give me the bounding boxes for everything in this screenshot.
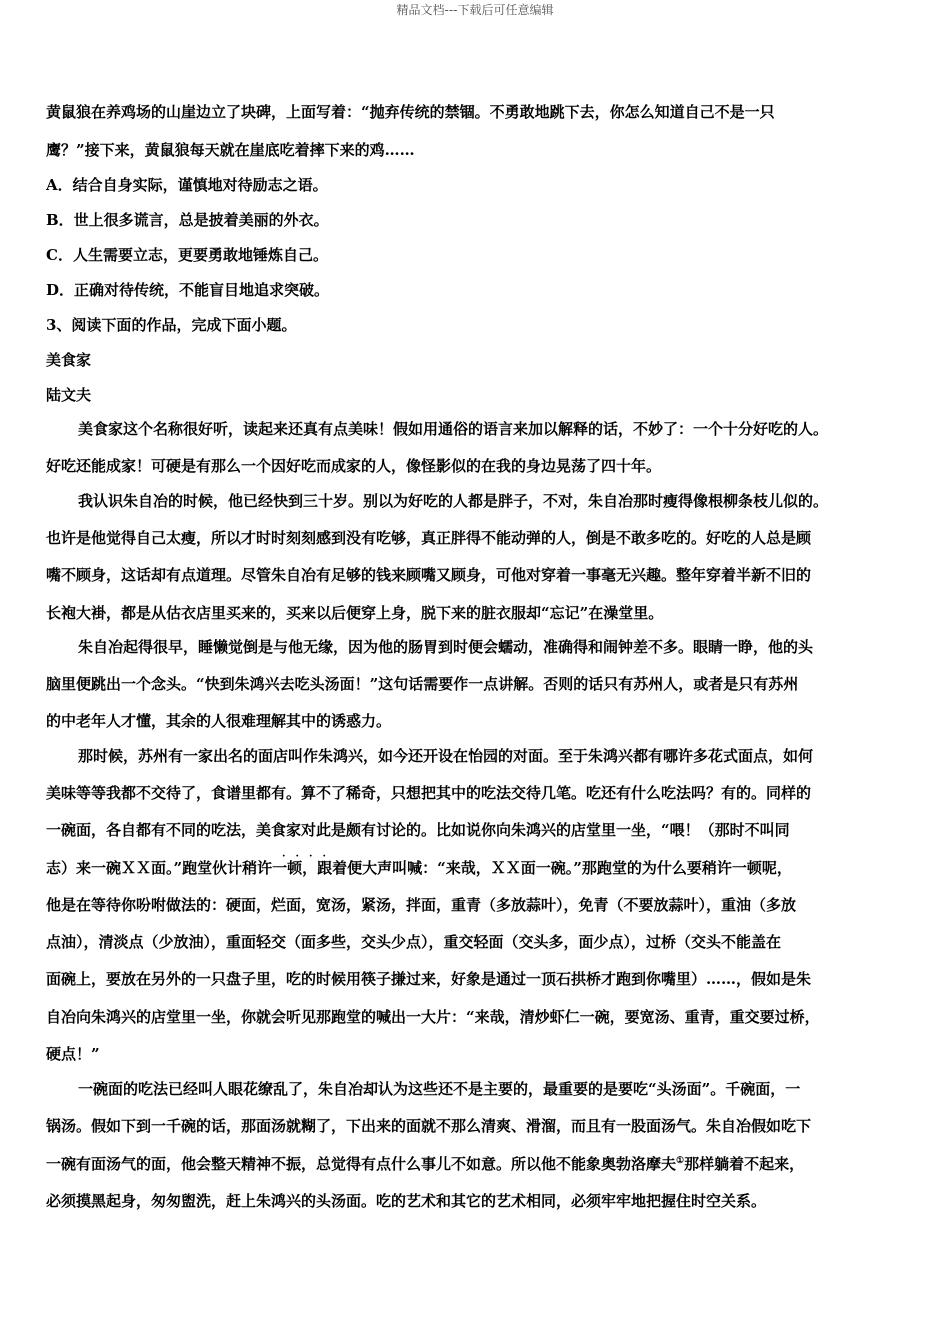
article-line-20: 锅汤。假如下到一千碗的话，那面汤就糊了，下出来的面就不那么清爽、滑溜，而且有一股面汤气。朱自冶假如吃下	[46, 1117, 812, 1135]
article-line-12: 一碗面，各自都有不同的吃法，美食家对此是颇有讨论的。比如说你向朱鸿兴的店堂里一坐，“喂！（那时不叫同	[46, 821, 790, 839]
article-line-4: 也许是他觉得自己太瘦，所以才时时刻刻感到没有吃够，真正胖得不能动弹的人，倒是不敢多吃的。好吃的人总是顾	[46, 529, 812, 547]
article-line-21	[46, 1154, 804, 1174]
article-line-6: 长袍大褂，都是从估衣店里买来的，买来以后便穿上身，脱下来的脏衣服却“忘记”在澡堂里。	[46, 604, 664, 622]
article-line-2: 好吃还能成家！可硬是有那么一个因好吃而成家的人，像怪影似的在我的身边晃荡了四十年。	[46, 457, 662, 475]
article-line-8: 脑里便跳出一个念头。“快到朱鸿兴去吃头汤面！”这句话需要作一点讲解。否则的话只有苏州人，或者是只有苏州	[46, 675, 799, 693]
option-b: B．世上很多谎言，总是披着美丽的外衣。	[46, 211, 329, 229]
footnote-mark: ①	[676, 1156, 685, 1166]
article-line-5: 嘴不顾身，这话却有点道理。尽管朱自冶有足够的钱来顾嘴又顾身，可他对穿着一事毫无兴趣。整年穿着半新不旧的	[46, 566, 812, 584]
article-line-10: 那时候，苏州有一家出名的面店叫作朱鸿兴，如今还开设在怡园的对面。至于朱鸿兴都有哪许多花式面点，如何	[78, 747, 814, 765]
article-line-16: 面碗上，要放在另外的一只盘子里，吃的时候用筷子搛过来，好象是通过一顶石拱桥才跑到你嘴里）……，假如是朱	[46, 970, 812, 988]
article-author: 陆文夫	[46, 386, 92, 404]
article-line-21-text: 一碗有面汤气的面，他会整天精神不振，总觉得有点什么事儿不如意。所以他不能象奥勃洛摩夫	[46, 1155, 677, 1173]
prev-question-line-2: 鹰？”接下来，黄鼠狼每天就在崖底吃着摔下来的鸡……	[46, 141, 415, 159]
article-line-9: 的中老年人才懂，其余的人很难理解其中的诱惑力。	[46, 712, 392, 730]
emphasis-dots: ····	[282, 851, 336, 862]
page-header: 精品文档---下载后可任意编辑	[396, 3, 554, 17]
article-line-15: 点油），清淡点（少放油），重面轻交（面多些，交头少点），重交轻面（交头多，面少点），过桥（交头不能盖在	[46, 933, 782, 951]
prev-question-line-1: 黄鼠狼在养鸡场的山崖边立了块碑，上面写着：“抛弃传统的禁锢。不勇敢地跳下去，你怎么知道自己不是一只	[46, 103, 775, 121]
article-line-17: 自冶向朱鸿兴的店堂里一坐，你就会听见那跑堂的喊出一大片：“来哉，清炒虾仁一碗，要宽汤、重青，重交要过桥，	[46, 1008, 820, 1026]
article-line-7: 朱自冶起得很早，睡懒觉倒是与他无缘，因为他的肠胃到时便会蠕动，准确得和闹钟差不多。眼睛一睁，他的头	[78, 638, 814, 656]
option-a: A．结合自身实际，谨慎地对待励志之语。	[46, 176, 328, 194]
question-3-instruction: 3、阅读下面的作品，完成下面小题。	[46, 316, 297, 334]
option-c: C．人生需要立志，更要勇敢地锤炼自己。	[46, 246, 328, 264]
article-line-3: 我认识朱自冶的时候，他已经快到三十岁。别以为好吃的人都是胖子，不对，朱自冶那时瘦得像根柳条枝儿似的。	[78, 492, 829, 510]
article-line-1: 美食家这个名称很好听，读起来还真有点美味！假如用通俗的语言来加以解释的话，不妙了：一个十分好吃的人。	[78, 420, 829, 438]
article-line-13: 志）来一碗ＸＸ面。”跑堂伙计稍许一顿，跟着便大声叫喊：“来哉，ＸＸ面一碗。”那跑堂的为什么要稍许一顿呢，	[46, 859, 792, 877]
option-d: D．正确对待传统，不能盲目地追求突破。	[46, 281, 330, 299]
article-title: 美食家	[46, 351, 92, 369]
article-line-11: 美味等等我都不交待了，食谱里都有。算不了稀奇，只想把其中的吃法交待几笔。吃还有什么吃法吗？有的。同样的	[46, 784, 812, 802]
article-line-21-tail: 那样躺着不起来，	[684, 1155, 805, 1173]
article-line-22: 必须摸黑起身，匆匆盥洗，赶上朱鸿兴的头汤面。吃的艺术和其它的艺术相同，必须牢牢地把握住时空关系。	[46, 1192, 767, 1210]
article-line-18: 硬点！”	[46, 1045, 100, 1063]
article-line-14: 他是在等待你吩咐做法的：硬面，烂面，宽汤，紧汤，拌面，重青（多放蒜叶），免青（不要放蒜叶），重油（多放	[46, 896, 797, 914]
article-line-19: 一碗面的吃法已经叫人眼花缭乱了，朱自冶却认为这些还不是主要的，最重要的是要吃“头汤面”。千碗面，一	[78, 1080, 801, 1098]
